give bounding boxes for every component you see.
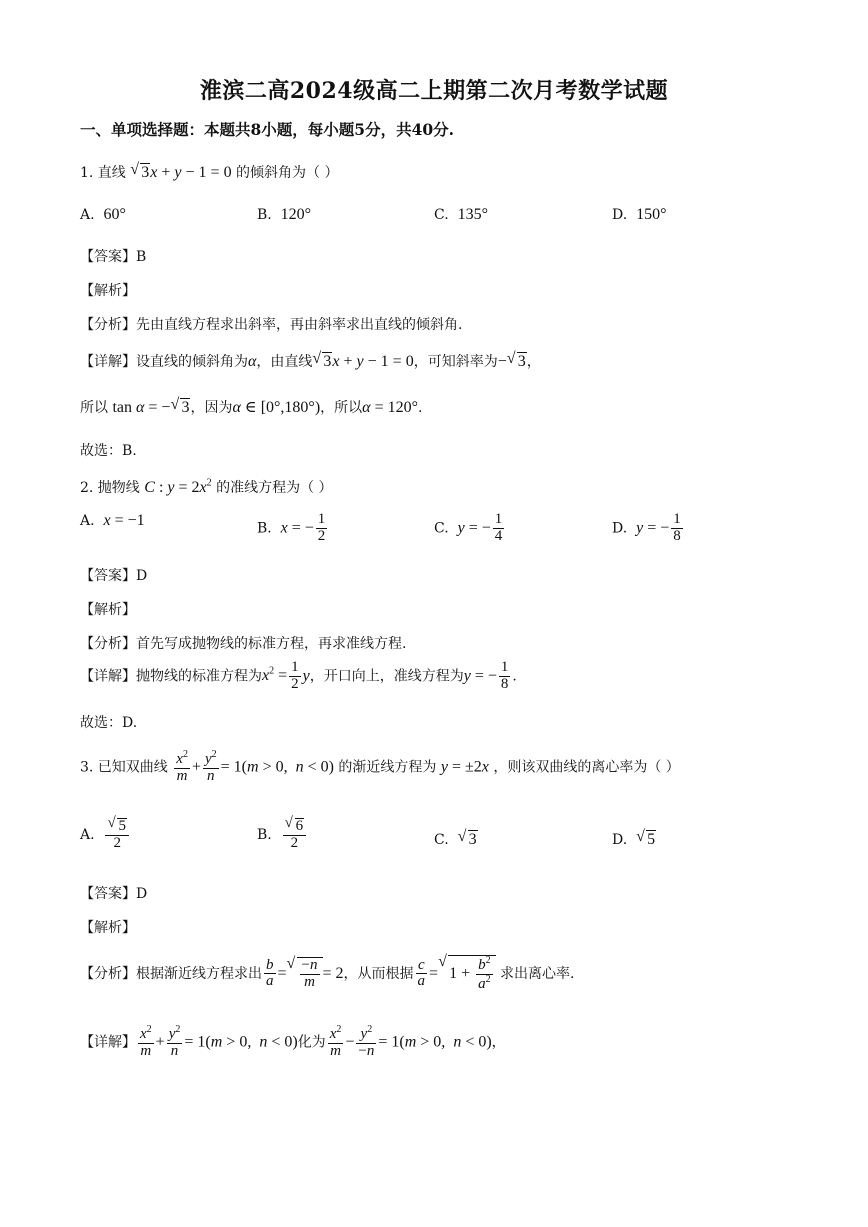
q3-option-a: A. √ $\frac{5}{2}$ (80, 818, 131, 852)
q2-option-d: D. y = − $\frac{1}{8}$ (612, 511, 681, 544)
q2-detail: 【详解】抛物线的标准方程为$x^2$ = $\frac{1}{2}$ y，开口向上，准线方程为y = − $\frac{1}{8}$ . (80, 659, 517, 692)
section-heading: 一、单项选择题：本题共8小题，每小题5分，共40分. (80, 120, 455, 139)
question-1-stem: 1. 直线 √ 3x + y − 1 = 0 的倾斜角为（ ） (80, 162, 338, 182)
q3-option-d: D. √ 5 (612, 830, 656, 849)
q1-option-b: B. 120° (257, 206, 312, 223)
q3-answer: 【答案】D (80, 886, 148, 902)
q1-option-a: A. 60° (80, 206, 126, 223)
q3-analysis: 【分析】根据渐近线方程求出 $\frac{b}{a}$ = √ $\frac{-n}{m}$ = 2，从而根据 $\frac{c}{a}$ =√ 1 + $\frac{b^2}{a^2}$ 求出离心率. (80, 955, 575, 993)
q2-option-b: B. x = − $\frac{1}{2}$ (257, 511, 326, 544)
q1-detail-2: 所以 tan α = −√ 3，因为α ∈ [0°,180°)，所以α = 120°. (80, 397, 422, 417)
q3-option-b: B. √ $\frac{6}{2}$ (257, 818, 308, 852)
q3-jiexi: 【解析】 (80, 920, 136, 936)
q1-choose: 故选：B. (80, 443, 137, 459)
q2-option-c: C. y = − $\frac{1}{4}$ (434, 511, 503, 544)
q2-answer: 【答案】D (80, 568, 148, 584)
q2-choose: 故选：D. (80, 715, 138, 731)
q1-option-d: D. 150° (612, 206, 667, 223)
q2-analysis: 【分析】首先写成抛物线的标准方程，再求准线方程. (80, 636, 407, 652)
q1-answer: 【答案】B (80, 249, 147, 265)
q1-equation: √ 3x + y − 1 = 0 (130, 164, 231, 181)
q1-analysis: 【分析】先由直线方程求出斜率，再由斜率求出直线的倾斜角. (80, 317, 463, 333)
question-2-stem: 2. 抛物线 C : $y = 2x^2$ 的准线方程为（ ） (80, 477, 333, 496)
page-title: 淮滨二高2024级高二上期第二次月考数学试题 (199, 78, 669, 104)
q3-detail: 【详解】 $\frac{x^2}{m}$ + $\frac{y^2}{n}$ = 1(m > 0, n < 0)化为 $\frac{x^2}{m}$ − $\frac{y^2}{-n}$ = 1(m > 0, n < 0)， (80, 1024, 506, 1059)
q3-option-c: C. √ 3 (434, 830, 478, 849)
question-3-stem: 3. 已知双曲线 $\frac{x^2}{m}$ + $\frac{y^2}{n}$ = 1(m > 0, n < 0) 的渐近线方程为 y = ±2x ，则该双曲线的离心率为（ ） (80, 749, 680, 784)
q1-detail: 【详解】设直线的倾斜角为α，由直线√ 3x + y − 1 = 0，可知斜率为−√ 3， (80, 351, 541, 371)
q1-option-c: C. 135° (434, 206, 488, 223)
q2-option-a: A. x = −1 (80, 512, 145, 529)
q1-jiexi: 【解析】 (80, 283, 136, 299)
q2-jiexi: 【解析】 (80, 602, 136, 618)
